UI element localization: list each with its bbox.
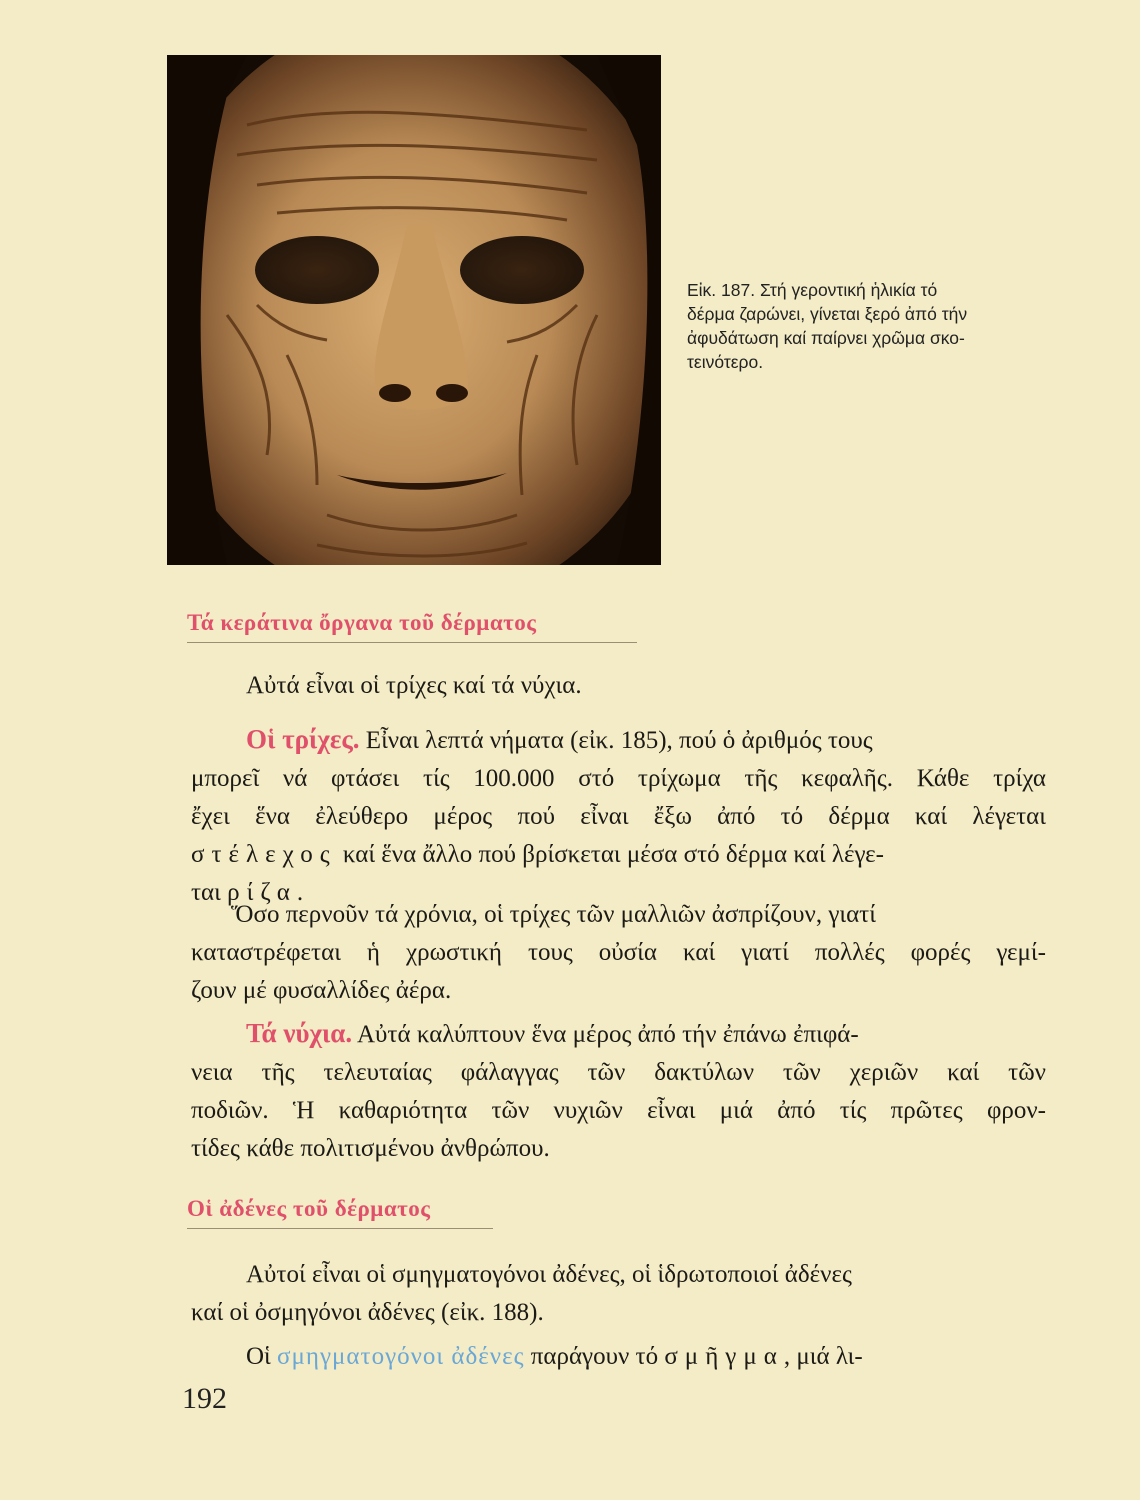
title-underline bbox=[187, 1228, 493, 1229]
period: . bbox=[296, 879, 304, 906]
nails-line: νεια τῆς τελευταίας φάλαγγας τῶν δακτύλων τῶν χεριῶν καί τῶν bbox=[191, 1059, 1046, 1086]
nails-line: Αὐτά καλύπτουν ἕνα μέρος ἀπό τήν ἐπάνω ἐπιφά- bbox=[357, 1021, 859, 1048]
caption-line: δέρμα ζαρώνει, γίνεται ξερό ἀπό τήν bbox=[687, 304, 968, 324]
hair-paragraph bbox=[191, 720, 1046, 912]
glands-paragraph bbox=[191, 1256, 1046, 1376]
hair-line: Εἶναι λεπτά νήματα (εἰκ. 185), πού ὁ ἀριθμός τους bbox=[365, 727, 873, 754]
aging-line: ζουν μέ φυσαλλίδες ἀέρα. bbox=[191, 977, 452, 1004]
page-number: 192 bbox=[182, 1382, 227, 1415]
hair-term: Οἱ τρίχες. bbox=[246, 724, 360, 754]
stem-word: στέλεχος bbox=[191, 841, 337, 868]
aging-line: καταστρέφεται ἡ χρωστική τους οὐσία καί γιατί πολλές φορές γεμί- bbox=[191, 939, 1046, 966]
section-title-keratin-organs: Τά κεράτινα ὄργανα τοῦ δέρματος bbox=[187, 610, 537, 635]
hair-line: ἔχει ἕνα ἐλεύθερο μέρος πού εἶναι ἔξω ἀπό τό δέρμα καί λέγεται bbox=[191, 803, 1046, 830]
aging-line: Ὅσο περνοῦν τά χρόνια, οἱ τρίχες τῶν μαλλιῶν ἀσπρίζουν, γιατί bbox=[231, 901, 876, 928]
hair-line: ται bbox=[191, 879, 221, 906]
sebaceous-term: σμηγματογόνοι ἀδένες bbox=[277, 1343, 525, 1370]
glands-line: παράγουν τό bbox=[530, 1343, 659, 1370]
nails-line: ποδιῶν. Ἡ καθαριότητα τῶν νυχιῶν εἶναι μιά ἀπό τίς πρῶτες φρον- bbox=[191, 1097, 1046, 1124]
glands-line: καί οἱ ὀσμηγόνοι ἀδένες (εἰκ. 188). bbox=[191, 1299, 544, 1326]
glands-line: , μιά λι- bbox=[783, 1343, 863, 1370]
section-title-skin-glands: Οἱ ἀδένες τοῦ δέρματος bbox=[187, 1196, 431, 1221]
nails-paragraph bbox=[191, 1014, 1046, 1168]
figure-caption bbox=[687, 278, 1047, 374]
intro-line: Αὐτά εἶναι οἱ τρίχες καί τά νύχια. bbox=[246, 672, 582, 699]
root-word: ρίζα bbox=[227, 879, 297, 906]
nails-line: τίδες κάθε πολιτισμένου ἀνθρώπου. bbox=[191, 1135, 550, 1162]
intro-paragraph bbox=[191, 667, 1046, 705]
glands-line: Αὐτοί εἶναι οἱ σμηγματογόνοι ἀδένες, οἱ ἱδρωτοποιοί ἀδένες bbox=[246, 1261, 852, 1288]
caption-line: Εἰκ. 187. Στή γεροντική ἡλικία τό bbox=[687, 280, 938, 300]
aging-paragraph bbox=[191, 896, 1046, 1010]
title-underline bbox=[187, 642, 637, 643]
caption-line: ἀφυδάτωση καί παίρνει χρῶμα σκο- bbox=[687, 328, 965, 348]
hair-line: μπορεῖ νά φτάσει τίς 100.000 στό τρίχωμα τῆς κεφαλῆς. Κάθε τρίχα bbox=[191, 765, 1046, 792]
nails-term: Τά νύχια. bbox=[246, 1018, 353, 1048]
caption-line: τεινότερο. bbox=[687, 352, 764, 372]
glands-line: Οἱ bbox=[246, 1343, 271, 1370]
figure-187-photo bbox=[167, 55, 661, 565]
hair-line: καί ἕνα ἄλλο πού βρίσκεται μέσα στό δέρμα καί λέγε- bbox=[342, 841, 884, 868]
elderly-face-icon bbox=[167, 55, 661, 565]
sebum-word: σμῆγμα bbox=[664, 1343, 784, 1370]
